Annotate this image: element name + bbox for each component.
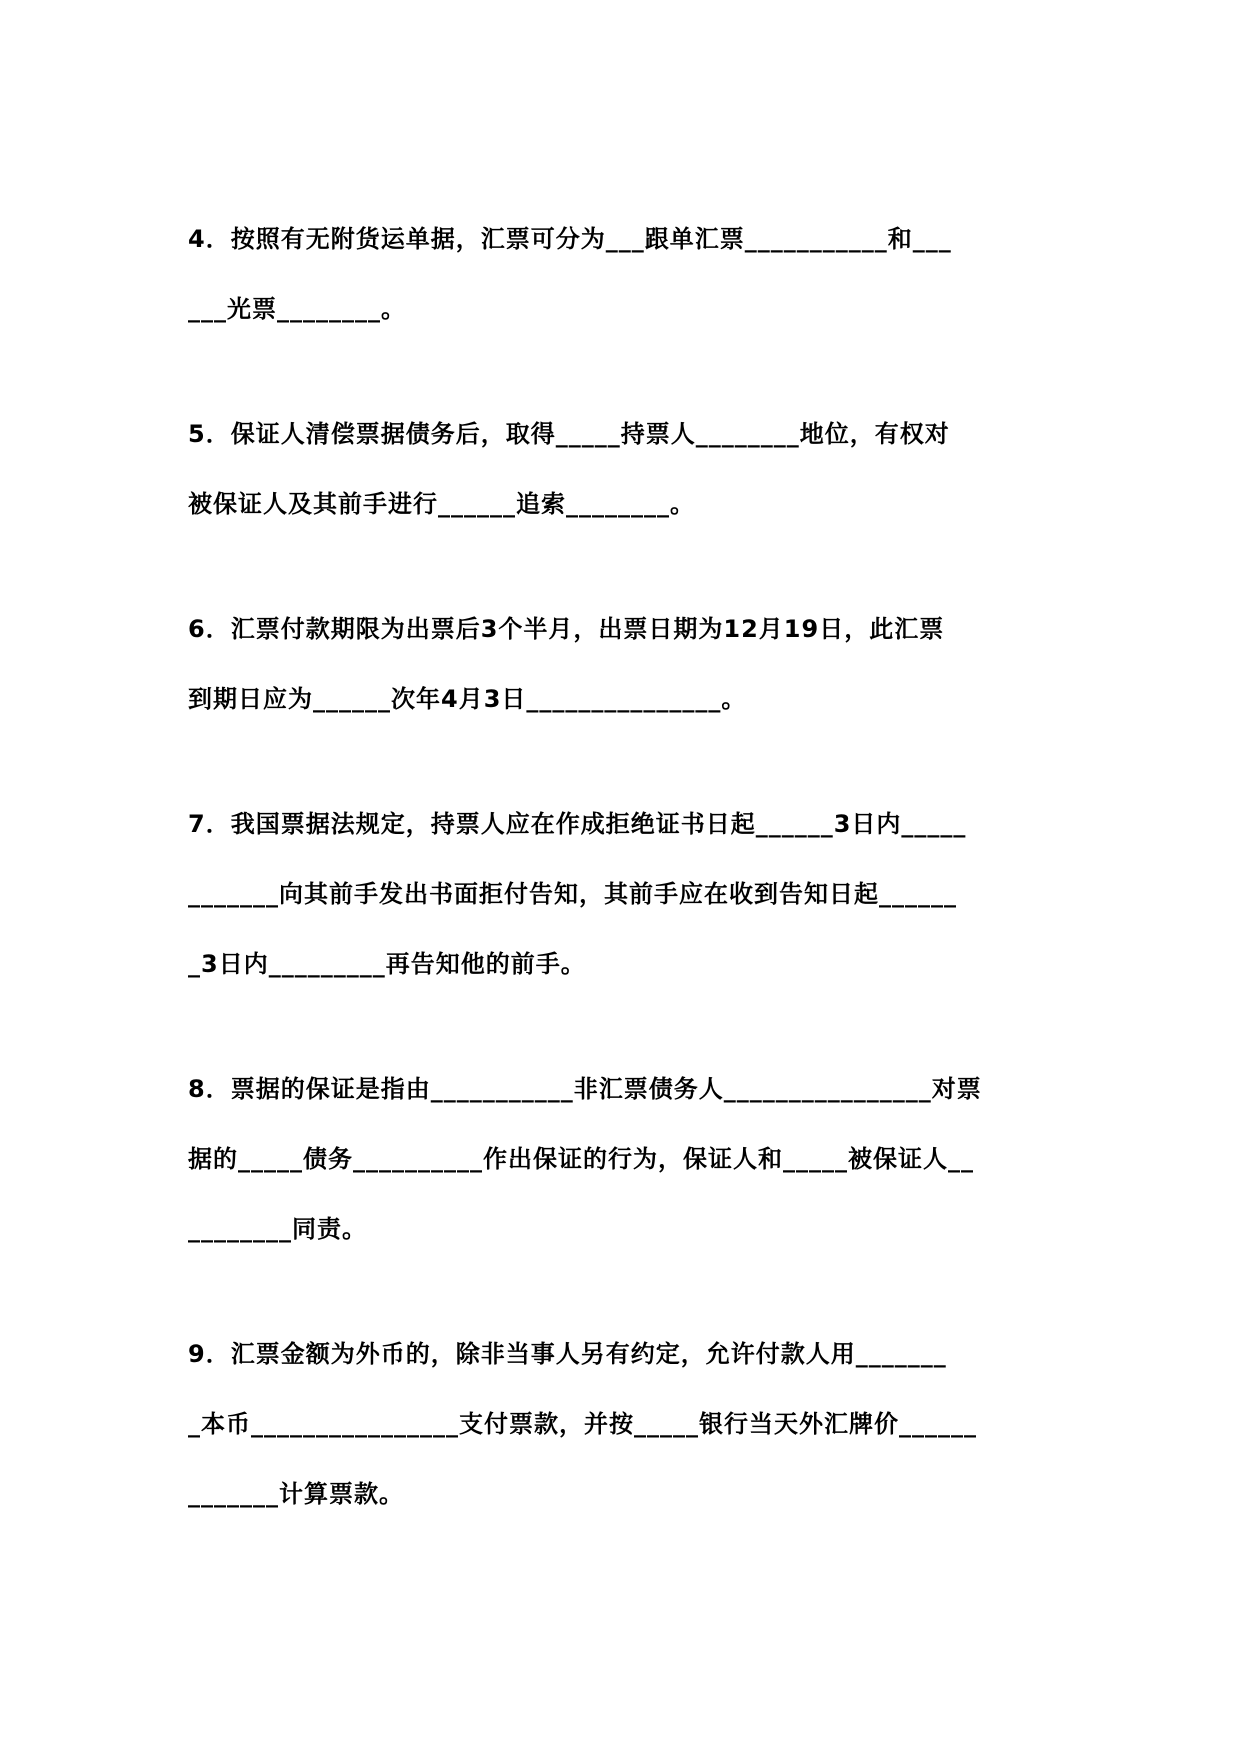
question-line: 5．保证人清偿票据债务后，取得_____持票人________地位，有权对 (188, 420, 950, 448)
question-5 (188, 420, 1058, 518)
question-line: ___光票________。 (188, 295, 406, 323)
question-9 (188, 1340, 1058, 1508)
question-line: 6．汇票付款期限为出票后3个半月，出票日期为12月19日，此汇票 (188, 615, 945, 643)
question-line: ________同责。 (188, 1215, 367, 1243)
question-line: _3日内_________再告知他的前手。 (188, 950, 586, 978)
question-line: 7．我国票据法规定，持票人应在作成拒绝证书日起______3日内_____ (188, 810, 967, 838)
question-4 (188, 225, 1058, 323)
question-line: 据的_____债务__________作出保证的行为，保证人和_____被保证人__ (188, 1145, 974, 1173)
question-line: _______计算票款。 (188, 1480, 404, 1508)
question-line: 4．按照有无附货运单据，汇票可分为___跟单汇票___________和___ (188, 225, 952, 253)
question-8 (188, 1075, 1058, 1243)
question-line: _______向其前手发出书面拒付告知，其前手应在收到告知日起______ (188, 880, 957, 908)
question-line: 9．汇票金额为外币的，除非当事人另有约定，允许付款人用_______ (188, 1340, 947, 1368)
question-line: 8．票据的保证是指由___________非汇票债务人________________对票 (188, 1075, 982, 1103)
question-line: _本币________________支付票款，并按_____银行当天外汇牌价______ (188, 1410, 977, 1438)
question-7 (188, 810, 1058, 978)
document-page (188, 225, 1058, 1605)
question-line: 到期日应为______次年4月3日_______________。 (188, 685, 747, 713)
question-6 (188, 615, 1058, 713)
question-line: 被保证人及其前手进行______追索________。 (188, 490, 695, 518)
